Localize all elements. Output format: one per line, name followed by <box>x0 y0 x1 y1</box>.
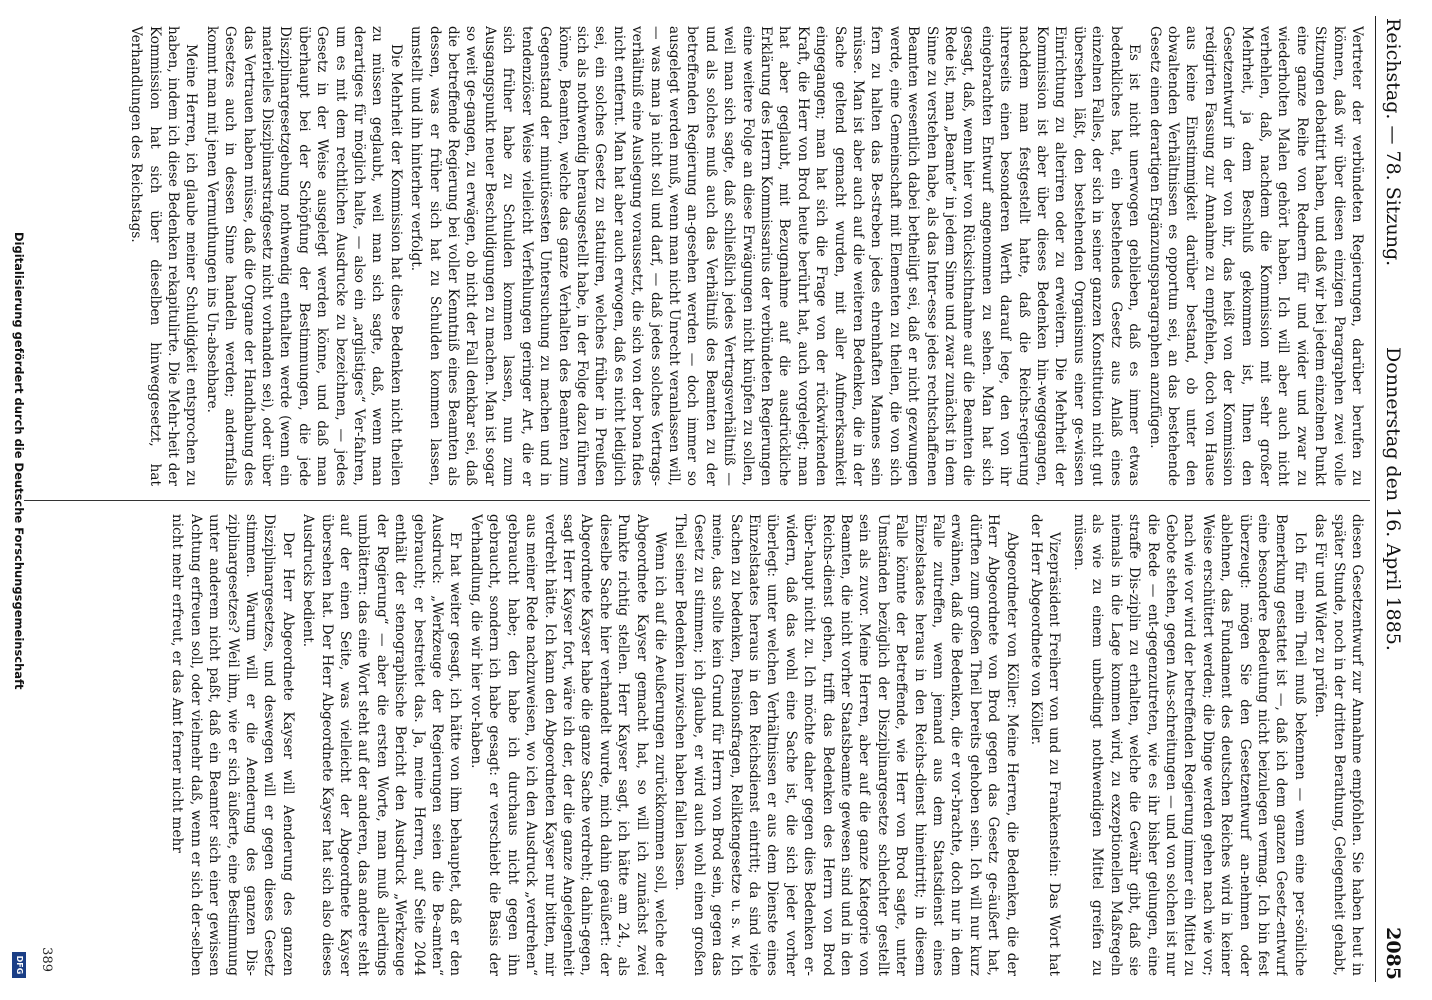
right-paragraph-1: diesen Gesetzentwurf zur Annahme empfohlen. Sie haben heut in später Stunde, noch in der dritten Berathung, Gelegenheit gehabt, das Für und Wider zu prüfen. <box>1312 514 1365 976</box>
speaker-vizepraesident: Vizepräsident Freiherr von und zu Frankenstein: Das Wort hat der Herr Abgeordnete von Köller. <box>1028 514 1063 976</box>
column-divider <box>24 500 1370 501</box>
left-paragraph-4: Meine Herren, ich glaube meiner Schuldigkeit entsprochen zu haben, indem ich diese Bedenken rekapitulirte. Die Mehr-heit der Kommission hat sich über dieselben hinweggesetzt, hat Verhandlungen des Reichstags. <box>128 26 200 486</box>
right-paragraph-6: Er hat weiter gesagt, ich hätte von ihm behauptet, daß er den Ausdruck: „Werkzeuge der Regierungen seien die Be-amten“ gebraucht; er bestreitet das. Ja, meine Herren, auf Seite 2044 enthält der stenographische Bericht den Ausdruck „Werkzeuge der Regierung“ — aber die ersten Worte, man muß allerdings umblättern: das eine Wort steht auf der anderen, das andere steht auf der einen Seite, was vielleicht der Abgeordnete Kayser übersehen hat. Der Herr Abgeordnete Kayser hat sich also dieses Ausdrucks bedient. <box>300 514 464 976</box>
digitization-credit: Digitalisierung gefördert durch die Deutsche Forschungsgemeinschaft <box>12 232 26 690</box>
left-column <box>24 26 1366 486</box>
header-rule <box>1375 16 1376 982</box>
left-paragraph-1: Vertreter der verbündeten Regierungen, darüber berufen zu können, daß wir über diesen einzigen Paragraphen zwei volle Sitzungen debattirt haben, und daß wir bei jedem einzelnen Punkt eine ganze Reihe von Rednern für und wider und zwar zu wiederholten Malen gehört haben. Ich will aber auch nicht verhehlen, daß, nachdem die Kommission mit sehr großer Mehrheit, ja dem Beschluß gekommen ist, Ihnen den Gesetzentwurf in der von ihr, das heißt von der Kommission redigirten Fassung zur Annahme zu empfehlen, doch von Hause aus keine Einstimmigkeit darüber bestand, ob unter den obwaltenden Verhältnissen es opportun sei, an das bestehende Gesetz einen derartigen Ergänzungsparagraphen anzufügen. <box>1146 26 1365 486</box>
digitization-credit-bar <box>4 0 34 1000</box>
dfg-logo: DFG <box>12 952 26 978</box>
header-page-number: 2085 <box>1382 927 1404 980</box>
right-column <box>24 514 1366 976</box>
right-paragraph-5: Wenn ich auf die Aeußerungen zurückkommen soll, welche der Abgeordnete Kayser gemacht hat, so will ich zunächst zwei Punkte richtig stellen. Herr Kayser sagt, ich hätte am 24., als dieselbe Sache hier verhandelt wurde, mich dahin geäußert: der Abgeordnete Kayser habe die ganze Sache verdreht; dahin-gegen, sagt Herr Kayser fort, wäre ich der, der die ganze Angelegenheit verdreht hätte. Ich kann den Abgeordneten Kayser nur bitten, mir aus meiner Rede nachzuweisen, wo ich den Ausdruck „verdrehen“ gebraucht habe; den habe ich durchaus nicht gegen ihn gebraucht, sondern ich habe gesagt: er verschiebt die Basis der Verhandlung, die wir hier vor-haben. <box>467 514 668 976</box>
page-header <box>1376 18 1408 980</box>
signature-number: 389 <box>39 947 54 972</box>
left-paragraph-2: Es ist nicht unerwogen geblieben, daß es immer etwas bedenkliches hat, ein bestehendes Gesetz aus Anlaß eines einzelnen Falles, der sich in seiner ganzen Konstitution nicht gut übersehen läßt, den bestehenden Organismus einer ge-wissen Einrichtung zu alteriren oder zu erweitern. Die Mehrheit der Kommission ist aber über dieses Bedenken hin-weggegangen, nachdem man festgestellt hatte, daß die Reichs-regierung ihrerseits einen besonderen Werth darauf lege, den von ihr eingebrachten Entwurf angenommen zu sehen. Man hat sich gesagt, daß, wenn hier von Rücksichtnahme auf die Beamten die Rede ist, man „Beamte“ in jedem Sinne und zwar zunächst in dem Sinne zu verstehen habe, als das Inter-esse jedes rechtschaffenen Beamten wesentlich dabei betheiligt sei, daß er nicht gezwungen werde, eine Gemeinschaft mit Elementen zu theilen, die von sich fern zu halten das Be-streben jedes ehrenhaften Mannes sein müsse. Man ist aber auch auf die weiteren Bedenken, die in der Sache geltend gemacht wurden, mit aller Aufmerksamkeit eingegangen; man hat sich die Frage von der rückwirkenden Kraft, die Herr von Brod heute berührt hat, auch vorgelegt; man hat aber geglaubt, mit Bezugnahme auf die ausdrückliche Erklärung des Herrn Kommissarius der verbündeten Regierungen eine weitere Folge an diese Erwägungen nicht knüpfen zu sollen, weil man sich sagte, daß schließlich jedes Vertragsverhältniß — und als solches muß auch das Verhältniß des Beamten zu der betreffenden Regierung an-gesehen werden — doch immer so ausgelegt werden muß, wenn man nicht Unrecht veranlassen will, — was man ja nicht soll und darf, — daß jedes solches Vertrags-verhältniß eine Auslegung voraussetzt, die sich von der bona fides nicht entfernt. Man hat aber auch erwogen, daß es nicht lediglich sei, ein solches Gesetz zu statuiren, welches früher in Preußen sich als nothwendig herausgestellt habe, in der Folge dazu führen könne, Beamten, welche das ganze Verhalten des Beamten zum Gegenstand der minutiösesten Untersuchung zu machen und in tendenziöser Weise vielleicht Verfehlungen geringer Art, die er sich früher habe zu Schulden kommen lassen, nun zum Ausgangspunkt neuer Beschuldigungen zu machen. Man ist sogar so weit ge-gangen, zu erwägen, ob nicht der Fall denkbar sei, daß die betreffende Regierung bei voller Kenntniß eines Beamten als dessen, was er früher sich hat zu Schulden kommen lassen, umstellt und ihn hinterher verfolgt. <box>408 26 1143 486</box>
header-date: Donnerstag den 16. April 1885. <box>1382 347 1404 651</box>
left-paragraph-3: Die Mehrheit der Kommission hat diese Bedenken nicht theilen zu müssen geglaubt, weil man sich sagte, daß, wenn man derartiges für möglich halte, — also ein „arglistiges“ Ver-fahren, um es mit dem rechtlichen Ausdrucke zu bezeichnen, — jedes Gesetz in der Weise ausgelegt werden könne, und daß man überhaupt bei der Schöpfung der Bestimmungen, die jede Disziplinargesetzgebung nothwendig enthalten werde (wenn ein materielles Disziplinarstrafgesetz nicht vorhanden sei), oder über das Vertrauen haben müsse, daß die Organe der Handhabung des Gesetzes auch in dessen Sinne handeln werden; andernfalls kommt man mit jenen Vermuthungen ins Un-absehbare. <box>203 26 404 486</box>
header-left-text: Reichstag. — 78. Sitzung. <box>1382 18 1404 267</box>
right-paragraph-7: Der Herr Abgeordnete Kayser will Aenderung des ganzen Disziplinargesetzes, und deswegen will er gegen dieses Gesetz stimmen. Warum will er die Aenderung des ganzen Dis-ziplinargesetzes? Weil ihm, wie er sich äußerte, eine Bestimmung unter anderem nicht paßt, daß ein Beamter sich einer gewissen Achtung erfreuen soll, oder vielmehr daß, wenn er sich der-selben nicht mehr erfreut, er das Amt ferner nicht mehr <box>169 514 296 976</box>
right-paragraph-2: Ich für mein Theil muß bekennen — wenn eine per-sönliche Bemerkung gestattet ist —, daß ich dem ganzen Gesetz-entwurf eine besondere Bedeutung nicht beizulegen vermag. Ich bin fest überzeugt: mögen Sie den Gesetzentwurf an-nehmen oder ablehnen, das Fundament des deutschen Reiches wird in keiner Weise erschüttert werden; die Dinge werden gehen nach wie vor; nach wie vor wird der betreffenden Regierung immer ein Mittel zu Gebote stehen, gegen Aus-schreitungen — und von solchen ist nur die Rede — ent-gegenzutreten, wie es ihr bisher gelungen, eine straffe Dis-ziplin zu erhalten, welche die Gewähr gibt, daß sie niemals in die Lage kommen wird, zu exzeptionellen Maßregeln als wie zu einem unbedingt nothwendigen Mittel greifen zu müssen. <box>1070 514 1308 976</box>
speaker-koeller-paragraph: Abgeordneter von Köller: Meine Herren, die Bedenken, die der Herr Abgeordnete von Brod gegen das Gesetz ge-äußert hat, dürften zum großen Theil bereits gehoben sein. Ich will nur kurz erwähnen, daß die Bedenken, die er vor-brachte, doch nur in dem Falle zutreffen, wenn jemand aus dem Staatsdienst eines Einzelstaates heraus in den Reichs-dienst hineintritt; in diesem Falle könnte der Betreffende, wie Herr von Brod sagte, unter Umständen bezüglich der Disziplinargesetze schlechter gestellt sein als zuvor. Meine Herren, aber auf die ganze Kategorie von Beamten, die nicht vorher Staatsbeamte gewesen sind und in den Reichs-dienst gehen, trifft das Bedenken des Herrn von Brod über-haupt nicht zu. Ich möchte daher gegen dies Bedenken er-widern, daß das wohl eine Sache ist, die sich jeder vorher überlegt: unter welchen Verhältnissen er aus dem Dienste eines Einzelstaates heraus in den Reichsdienst eintritt; da sind viele Sachen zu bedenken, Pensionsfragen, Reliktengesetze u. s. w. Ich meine, das sollte kein Grund für Herrn von Brod sein, gegen das Gesetz zu stimmen; ich glaube, er wird auch wohl einen großen Theil seiner Bedenken inzwischen haben fallen lassen. <box>672 514 1020 976</box>
